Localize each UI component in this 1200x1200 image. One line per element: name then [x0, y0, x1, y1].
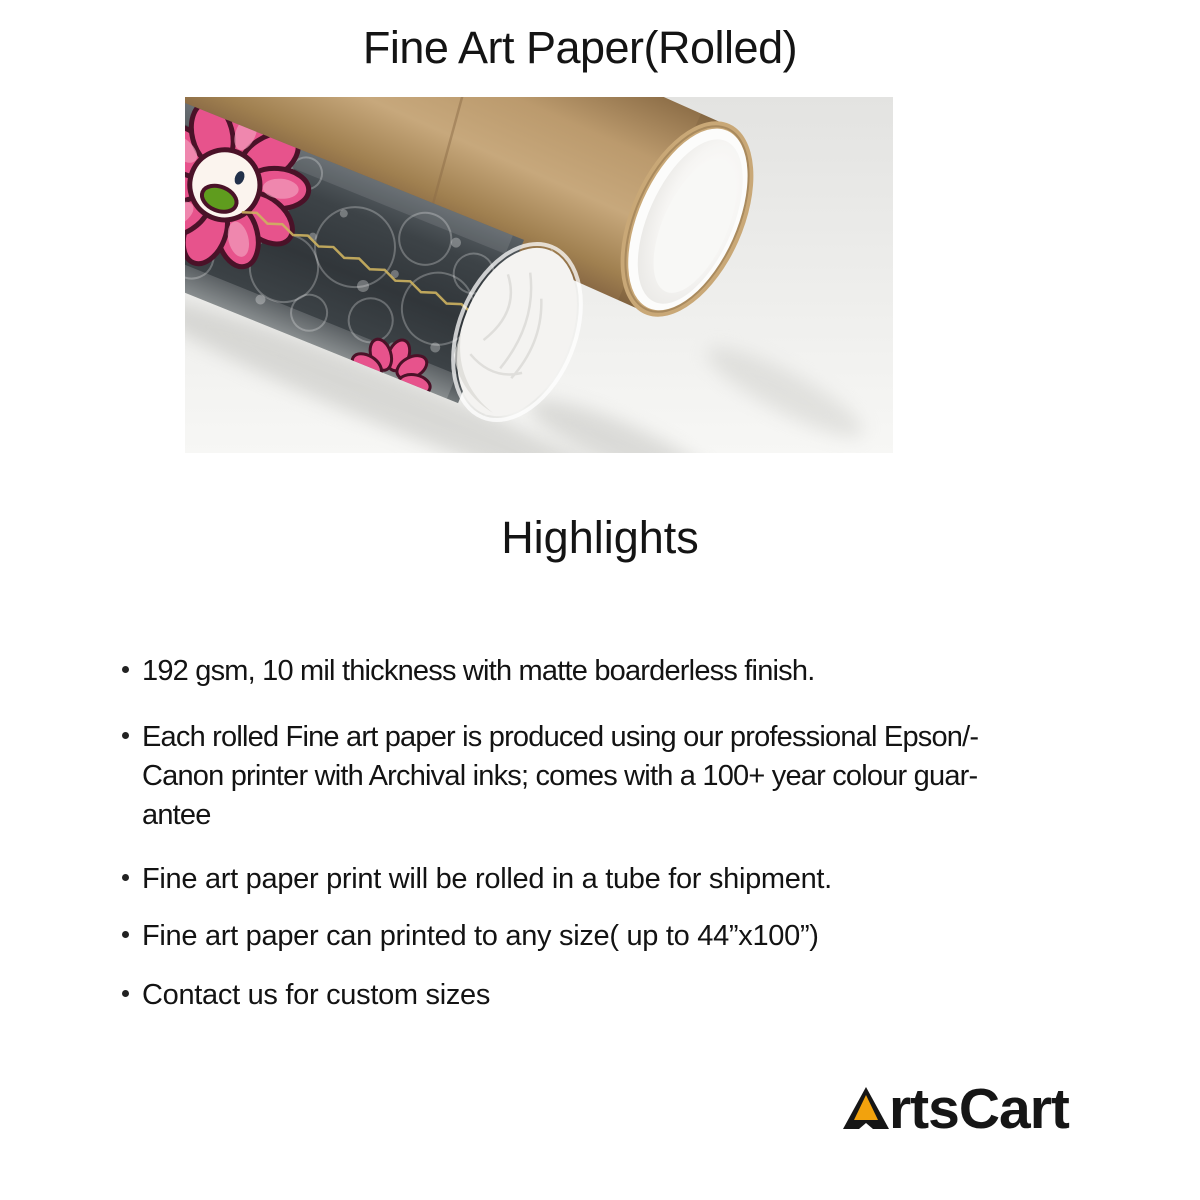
highlight-item: [122, 860, 832, 899]
highlight-item: [122, 917, 819, 956]
brand-logo-a-icon: [843, 1087, 889, 1129]
highlight-line: antee: [142, 799, 211, 831]
product-photo-graphic: [185, 97, 893, 453]
highlight-line: Fine art paper can printed to any size( up to 44”x100”): [142, 920, 819, 952]
highlights-heading: Highlights: [501, 512, 699, 563]
bullet-dot: [122, 666, 129, 673]
page-title: Fine Art Paper(Rolled): [362, 22, 798, 73]
highlight-line: Fine art paper print will be rolled in a tube for shipment.: [142, 863, 832, 895]
highlight-item: [122, 718, 978, 835]
highlight-line: Contact us for custom sizes: [142, 979, 491, 1011]
highlight-line: Each rolled Fine art paper is produced using our professional Epson/-: [142, 721, 979, 753]
bullet-dot: [122, 990, 129, 997]
brand-logo: [843, 1077, 1069, 1141]
bullet-dot: [122, 931, 129, 938]
highlight-line: Canon printer with Archival inks; comes with a 100+ year colour guar-: [142, 760, 978, 792]
bullet-dot: [122, 732, 129, 739]
highlight-item: [122, 652, 814, 691]
brand-logo-text: rtsCart: [889, 1077, 1069, 1141]
bullet-dot: [122, 874, 129, 881]
highlight-item: [122, 976, 490, 1015]
product-photo: [185, 97, 893, 453]
highlight-line: 192 gsm, 10 mil thickness with matte boarderless finish.: [142, 655, 815, 687]
